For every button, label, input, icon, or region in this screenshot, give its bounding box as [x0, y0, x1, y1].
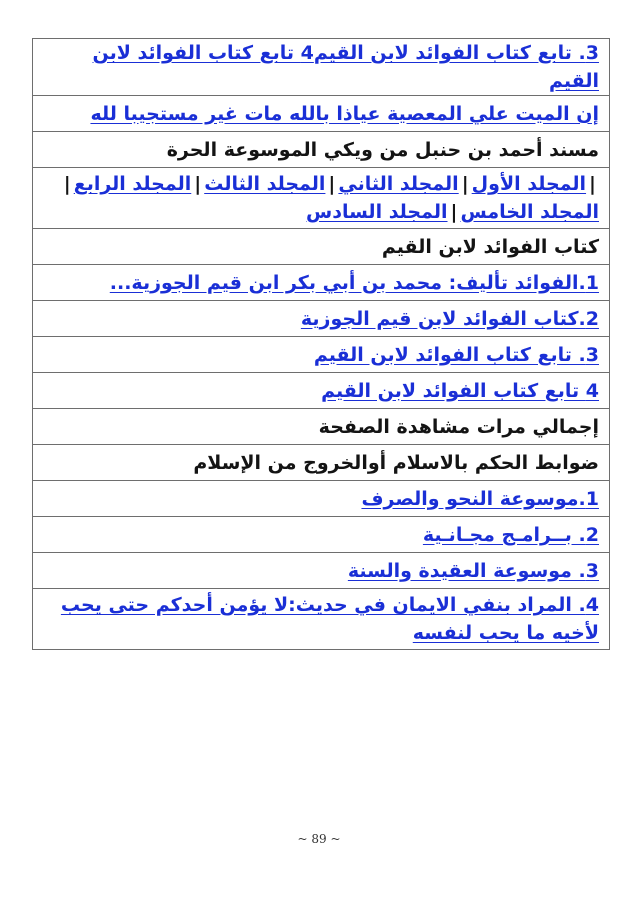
- link-free-programs[interactable]: 2. بــرامـج مجـانـية: [422, 523, 599, 546]
- link-volume-2[interactable]: المجلد الثاني: [338, 173, 459, 195]
- link-cell[interactable]: [33, 517, 610, 553]
- heading-cell: [33, 132, 610, 168]
- table-row: [33, 132, 610, 168]
- volumes-cell: [33, 168, 610, 229]
- link-fawaid-jawziyya[interactable]: 2.كتاب الفوائد لابن قيم الجوزية: [300, 307, 599, 330]
- link-creed-encyclopedia[interactable]: 3. موسوعة العقيدة والسنة: [347, 559, 599, 582]
- link-cell[interactable]: [33, 301, 610, 337]
- link-volume-1[interactable]: المجلد الأول: [471, 173, 587, 195]
- link-cell[interactable]: [33, 265, 610, 301]
- link-volume-4[interactable]: المجلد الرابع: [73, 173, 192, 195]
- table-row: [33, 481, 610, 517]
- table-row: [33, 445, 610, 481]
- link-volume-3[interactable]: المجلد الثالث: [204, 173, 326, 195]
- heading-rules-of-ruling: ضوابط الحكم بالاسلام أوالخروج من الإسلام: [193, 451, 599, 474]
- heading-page-views: إجمالي مرات مشاهدة الصفحة: [318, 415, 599, 438]
- link-volume-5[interactable]: المجلد الخامس: [460, 201, 599, 223]
- table-row: [33, 265, 610, 301]
- link-fawaid-followup[interactable]: 3. تابع كتاب الفوائد لابن القيم4 تابع كتاب الفوائد لابن القيم: [92, 42, 599, 92]
- link-grammar-encyclopedia[interactable]: 1.موسوعة النحو والصرف: [361, 487, 599, 510]
- heading-cell: [33, 229, 610, 265]
- table-row: [33, 409, 610, 445]
- link-cell[interactable]: [33, 96, 610, 132]
- table-row: [33, 229, 610, 265]
- table-row: [33, 39, 610, 96]
- link-fawaid-part-3[interactable]: 3. تابع كتاب الفوائد لابن القيم: [313, 343, 599, 366]
- table-row: [33, 168, 610, 229]
- link-cell[interactable]: [33, 373, 610, 409]
- page-number: ~ 89 ~: [297, 832, 341, 846]
- content-table: [32, 38, 610, 650]
- table-row: [33, 301, 610, 337]
- separator: |: [589, 173, 596, 195]
- link-hadith-faith[interactable]: 4. المراد بنفي الايمان في حديث:لا يؤمن أحدكم حتى يحب لأخيه ما يحب لنفسه: [60, 594, 599, 644]
- link-volume-6[interactable]: المجلد السادس: [306, 201, 448, 223]
- link-cell[interactable]: [33, 39, 610, 96]
- link-fawaid-author[interactable]: 1.الفوائد تأليف: محمد بن أبي بكر ابن قيم الجوزية...: [109, 271, 599, 294]
- table-row: [33, 337, 610, 373]
- separator: |: [328, 173, 336, 195]
- heading-cell: [33, 409, 610, 445]
- separator: |: [461, 173, 469, 195]
- table-row: [33, 553, 610, 589]
- table-row: [33, 373, 610, 409]
- heading-musnad-ahmad: مسند أحمد بن حنبل من ويكي الموسوعة الحرة: [166, 138, 599, 161]
- heading-kitab-fawaid: كتاب الفوائد لابن القيم: [381, 235, 599, 258]
- link-dead-on-sin[interactable]: إن الميت علي المعصية عياذا بالله مات غير مستجيبا لله: [90, 102, 599, 125]
- link-cell[interactable]: [33, 553, 610, 589]
- link-cell[interactable]: [33, 337, 610, 373]
- separator: |: [450, 201, 458, 223]
- link-cell[interactable]: [33, 589, 610, 650]
- table-row: [33, 517, 610, 553]
- table-row: [33, 96, 610, 132]
- table-row: [33, 589, 610, 650]
- separator: |: [194, 173, 202, 195]
- separator: |: [63, 173, 71, 195]
- link-cell[interactable]: [33, 481, 610, 517]
- heading-cell: [33, 445, 610, 481]
- link-fawaid-part-4[interactable]: 4 تابع كتاب الفوائد لابن القيم: [321, 379, 599, 402]
